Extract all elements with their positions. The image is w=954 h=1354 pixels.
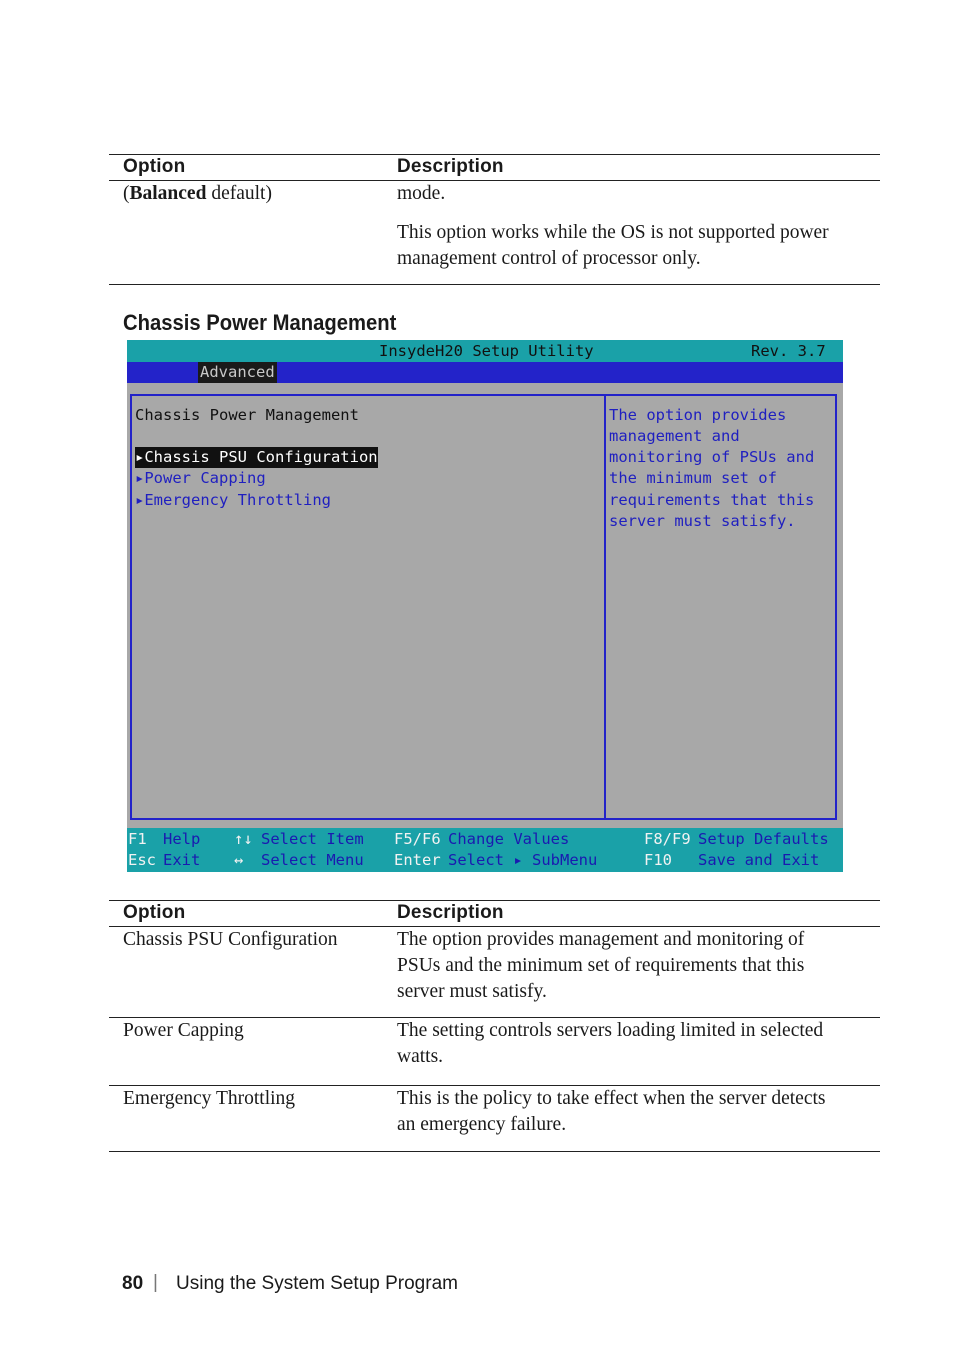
page-number: 80 bbox=[122, 1273, 144, 1294]
bios-key-f1-label: Help bbox=[163, 830, 201, 848]
table2-row-desc-line: This is the policy to take effect when the server detects bbox=[397, 1088, 826, 1109]
bios-key-updown-label: Select Item bbox=[261, 830, 364, 848]
bios-key-updown: ↑↓ bbox=[234, 830, 253, 848]
table1-top-rule bbox=[109, 154, 880, 155]
bios-key-f8f9: F8/F9 bbox=[644, 830, 691, 848]
bios-help-line: the minimum set of bbox=[609, 469, 777, 487]
table2-row-desc-line: The option provides management and monitoring of bbox=[397, 929, 805, 950]
bios-panel-heading: Chassis Power Management bbox=[135, 406, 359, 424]
bios-tab-advanced[interactable]: Advanced bbox=[200, 363, 275, 381]
table2-row-option: Power Capping bbox=[123, 1020, 244, 1041]
chapter-title: Using the System Setup Program bbox=[176, 1273, 458, 1294]
bios-menu-item-power-capping[interactable]: ▸Power Capping bbox=[135, 469, 266, 487]
table1-row-desc-line1: mode. bbox=[397, 183, 446, 204]
footer-separator: | bbox=[153, 1272, 158, 1293]
bios-help-line: The option provides bbox=[609, 406, 787, 424]
bios-help-line: management and bbox=[609, 427, 740, 445]
bios-key-leftright-label: Select Menu bbox=[261, 851, 364, 869]
table2-row-option: Chassis PSU Configuration bbox=[123, 929, 338, 950]
bios-key-esc: Esc bbox=[128, 851, 156, 869]
table1-header-description: Description bbox=[397, 156, 504, 177]
bios-key-enter: Enter bbox=[394, 851, 441, 869]
table2-header-description: Description bbox=[397, 902, 504, 923]
table2-row-desc-line: PSUs and the minimum set of requirements that this bbox=[397, 955, 805, 976]
bios-help-line: monitoring of PSUs and bbox=[609, 448, 815, 466]
menu-item-label: Emergency Throttling bbox=[144, 491, 331, 509]
table2-top-rule bbox=[109, 900, 880, 901]
table1-row-desc-para2-line2: management control of processor only. bbox=[397, 248, 701, 269]
section-title: Chassis Power Management bbox=[123, 310, 397, 335]
bios-menu-item-chassis-psu-configuration[interactable]: ▸Chassis PSU Configuration bbox=[135, 448, 378, 466]
table2-header-option: Option bbox=[123, 902, 186, 923]
bios-screenshot bbox=[127, 340, 843, 872]
table2-row-desc-line: watts. bbox=[397, 1046, 444, 1067]
menu-item-label: Chassis PSU Configuration bbox=[144, 448, 378, 466]
table2-row-desc-line: server must satisfy. bbox=[397, 981, 547, 1002]
option-suffix: default) bbox=[206, 183, 272, 204]
bios-key-f10-label: Save and Exit bbox=[698, 851, 820, 869]
bios-help-line: server must satisfy. bbox=[609, 512, 796, 530]
option-bold-balanced: Balanced bbox=[129, 183, 207, 204]
table1-row-desc-para2-line1: This option works while the OS is not supported power bbox=[397, 222, 829, 243]
bios-key-f8f9-label: Setup Defaults bbox=[698, 830, 829, 848]
bios-key-enter-label: Select ▸ SubMenu bbox=[448, 851, 598, 869]
option-prefix: ( bbox=[123, 183, 130, 204]
bios-key-leftright: ↔ bbox=[234, 851, 244, 869]
bios-key-esc-label: Exit bbox=[163, 851, 201, 869]
table2-bottom-rule bbox=[109, 1151, 880, 1152]
table1-bottom-rule bbox=[109, 284, 880, 285]
bios-menu-item-emergency-throttling[interactable]: ▸Emergency Throttling bbox=[135, 491, 331, 509]
bios-key-f5f6: F5/F6 bbox=[394, 830, 441, 848]
bios-help-line: requirements that this bbox=[609, 491, 815, 509]
table2-row-desc-line: an emergency failure. bbox=[397, 1114, 567, 1135]
bios-key-f5f6-label: Change Values bbox=[448, 830, 570, 848]
table1-header-option: Option bbox=[123, 156, 186, 177]
bios-revision: Rev. 3.7 bbox=[751, 342, 826, 360]
menu-item-label: Power Capping bbox=[144, 469, 266, 487]
bios-title: InsydeH20 Setup Utility bbox=[379, 342, 594, 360]
bios-key-f10: F10 bbox=[644, 851, 672, 869]
table2-row-option: Emergency Throttling bbox=[123, 1088, 296, 1109]
table1-row-option bbox=[123, 181, 272, 207]
table2-row-desc-line: The setting controls servers loading limited in selected bbox=[397, 1020, 824, 1041]
bios-key-f1: F1 bbox=[128, 830, 147, 848]
